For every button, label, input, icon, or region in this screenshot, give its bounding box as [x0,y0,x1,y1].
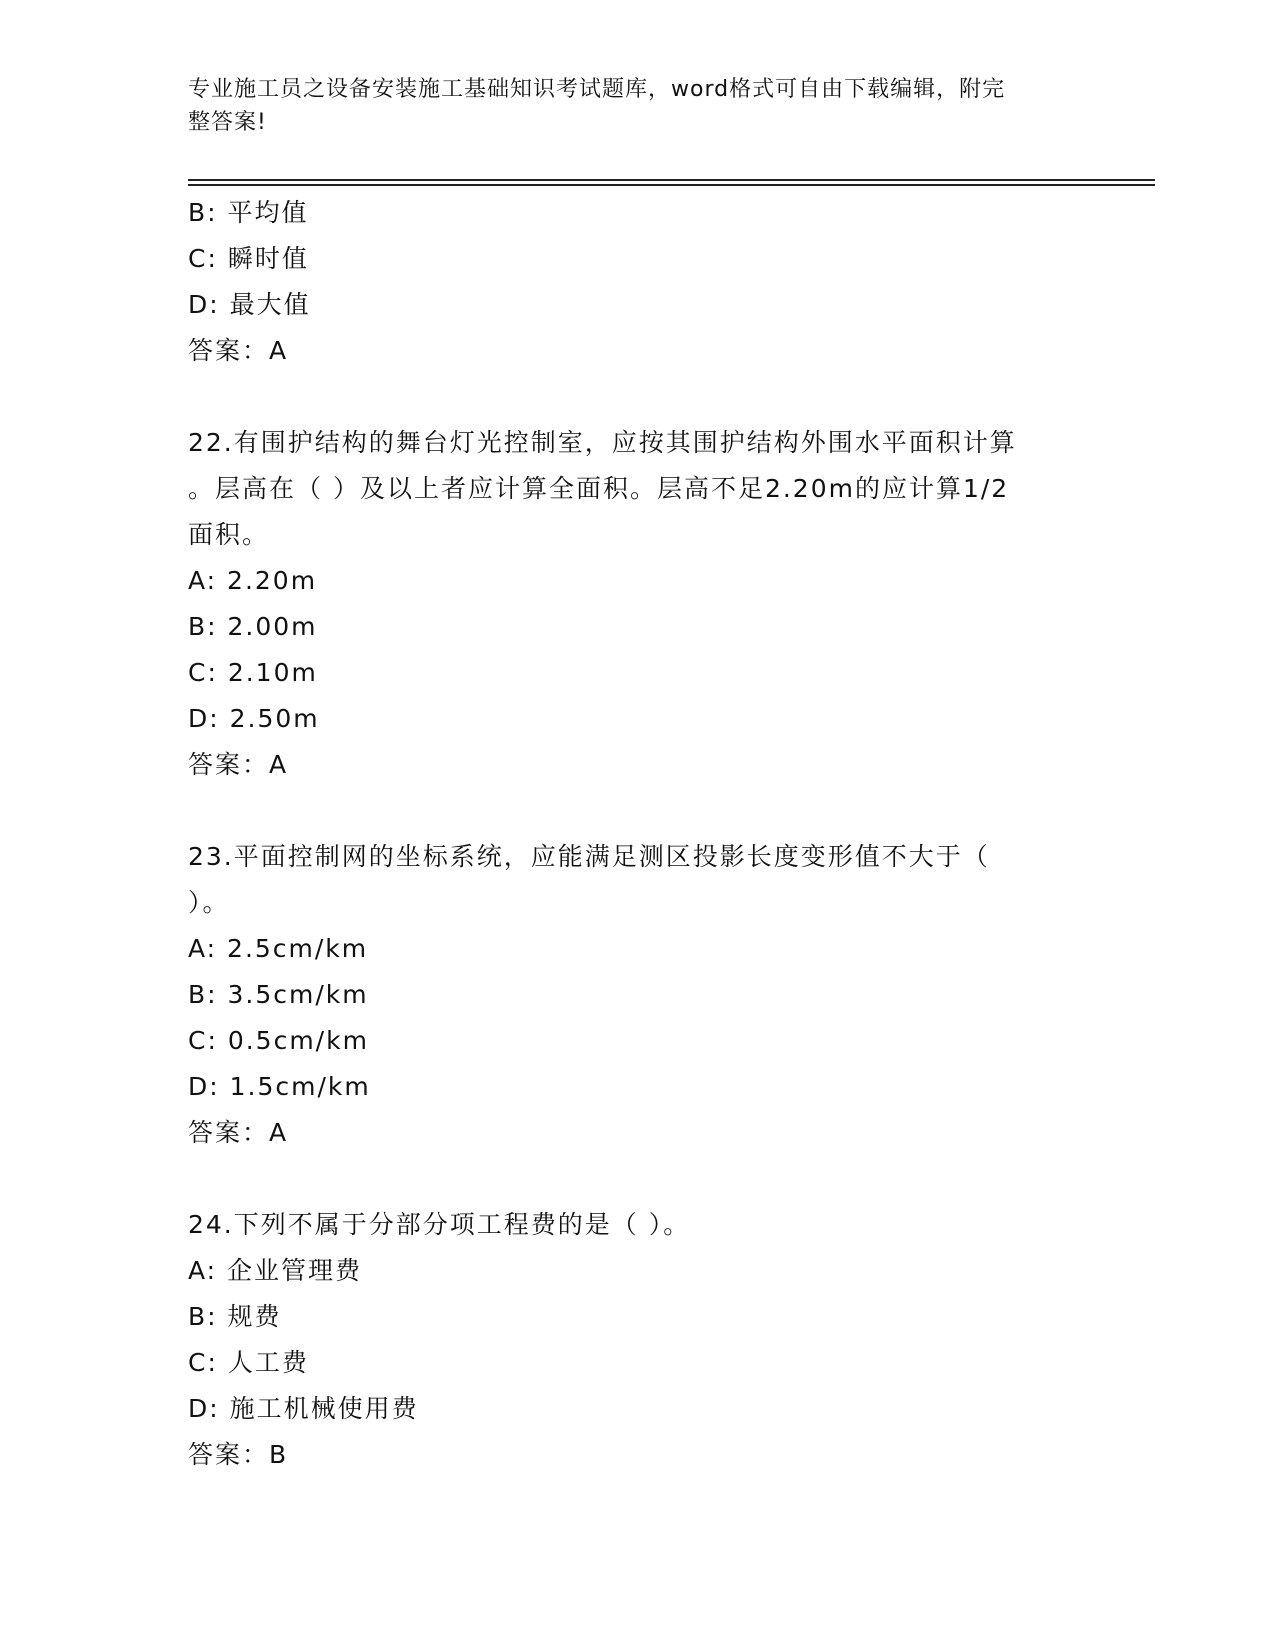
spacer [188,374,1088,420]
document-header [188,73,1068,139]
option-c: C: 2.10m [188,658,318,687]
question-stem-line [188,420,1088,466]
answer-label: 答案：A [188,750,289,779]
option-c: C: 人工费 [188,1348,309,1377]
header-divider-bottom [188,184,1155,186]
spacer [188,1156,1088,1202]
partial-question-block [188,190,1088,374]
answer-label: 答案：A [188,1118,289,1147]
question-text: 平面控制网的坐标系统，应能满足测区投影长度变形值不大于（ [233,842,990,871]
question-22-block [188,420,1088,788]
spacer [188,788,1088,834]
question-stem-line: ）。 [188,888,230,917]
question-text: 下列不属于分部分项工程费的是（ ）。 [233,1210,691,1239]
option-d: D: 最大值 [188,290,311,319]
option-d: D: 施工机械使用费 [188,1394,419,1423]
option-c: C: 瞬时值 [188,244,309,273]
question-23-block [188,834,1088,1156]
question-number: 24. [188,1210,234,1239]
question-stem-line [188,834,1088,880]
option-a: A: 2.20m [188,566,318,595]
option-b: B: 平均值 [188,198,309,227]
question-list [188,190,1088,1478]
option-a: A: 2.5cm/km [188,934,369,963]
header-divider-top [188,179,1155,181]
option-b: B: 规费 [188,1302,282,1331]
header-title-line-2: 整答案! [188,110,267,135]
answer-label: 答案：A [188,336,289,365]
option-d: D: 1.5cm/km [188,1072,371,1101]
question-number: 22. [188,428,234,457]
question-text: 有围护结构的舞台灯光控制室，应按其围护结构外围水平面积计算 [233,428,1017,457]
question-stem-line: 面积。 [188,520,270,549]
option-c: C: 0.5cm/km [188,1026,369,1055]
question-24-block [188,1202,1088,1478]
header-title-line-1: 专业施工员之设备安装施工基础知识考试题库，word格式可自由下载编辑，附完 [188,77,1006,102]
question-stem-line [188,1202,1088,1248]
question-number: 23. [188,842,234,871]
option-d: D: 2.50m [188,704,320,733]
option-b: B: 2.00m [188,612,318,641]
question-stem-line: 。层高在（ ）及以上者应计算全面积。层高不足2.20m的应计算1/2 [188,474,1010,503]
answer-label: 答案：B [188,1440,289,1469]
option-b: B: 3.5cm/km [188,980,369,1009]
option-a: A: 企业管理费 [188,1256,363,1285]
